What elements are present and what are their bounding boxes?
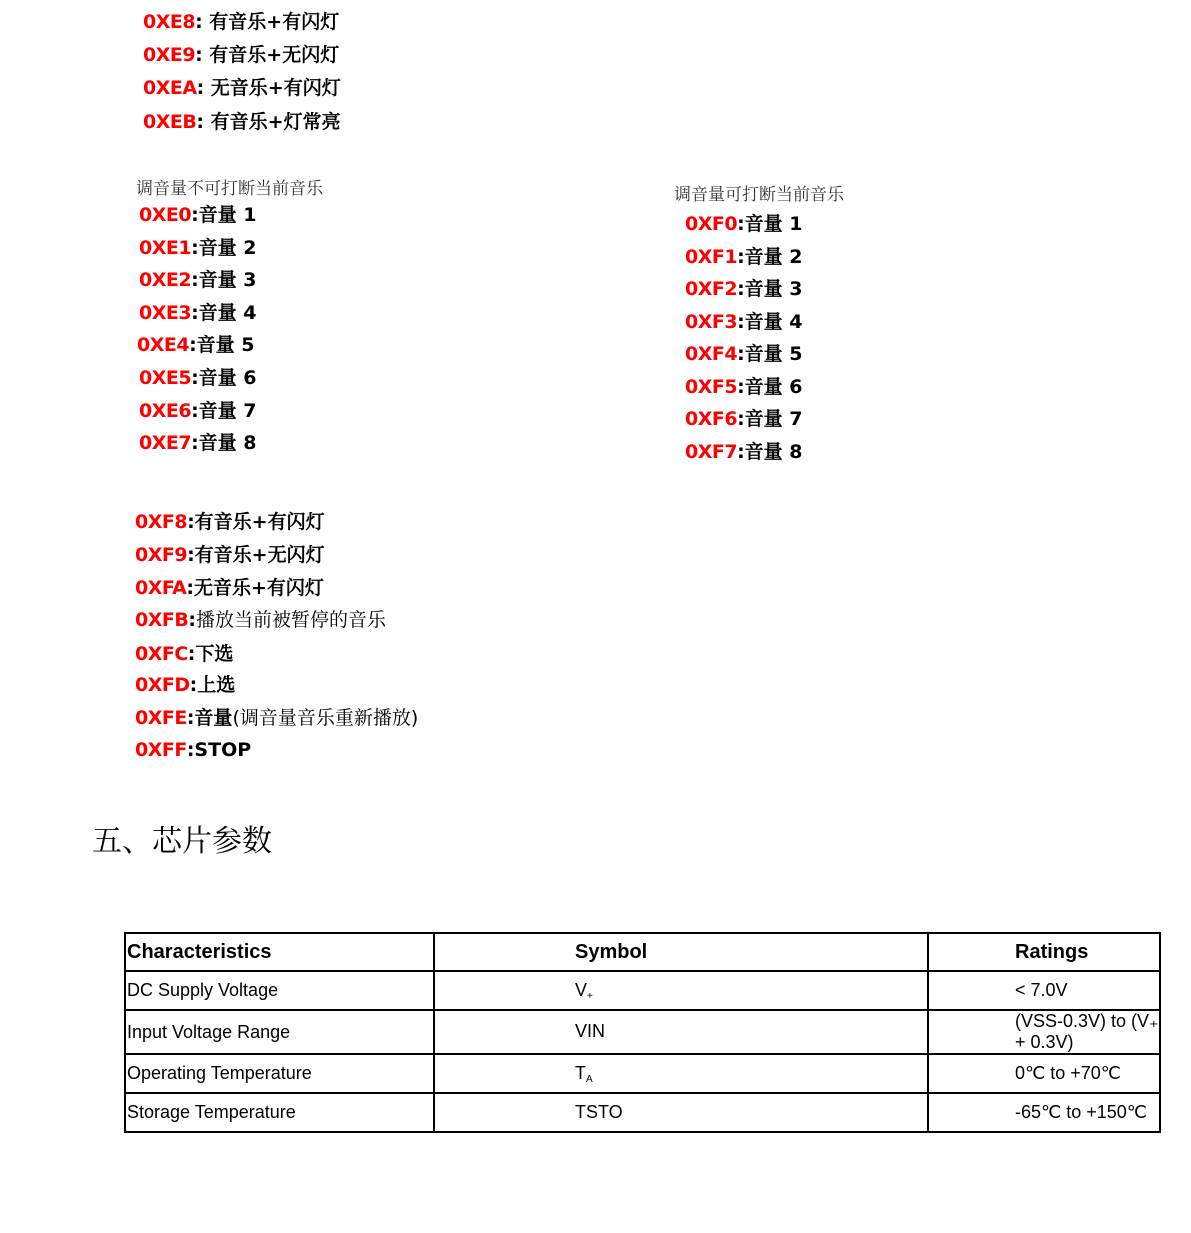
command-item bbox=[135, 510, 325, 534]
command-description: : bbox=[188, 609, 196, 631]
symbol-text: TSTO bbox=[575, 1101, 623, 1122]
command-item bbox=[135, 608, 386, 632]
command-item bbox=[135, 673, 235, 697]
rating-cell: -65℃ to +150℃ bbox=[928, 1093, 1160, 1132]
characteristic-cell: Input Voltage Range bbox=[125, 1010, 434, 1054]
symbol-subscript: + bbox=[587, 990, 593, 1002]
volume-item bbox=[685, 440, 803, 464]
rating-cell: < 7.0V bbox=[928, 971, 1160, 1010]
command-description: :音量 4 bbox=[191, 302, 257, 324]
symbol-text: V bbox=[575, 979, 588, 1000]
command-code: 0XFC bbox=[135, 643, 188, 665]
volume-item bbox=[139, 236, 257, 260]
command-separator: : bbox=[196, 111, 211, 133]
command-description: :音量 3 bbox=[191, 269, 257, 291]
command-description: :音量 7 bbox=[737, 408, 803, 430]
command-description: 有音乐+灯常亮 bbox=[210, 111, 341, 133]
symbol-cell bbox=[434, 1093, 928, 1132]
volume-item bbox=[685, 277, 803, 301]
command-code: 0XFA bbox=[135, 577, 187, 599]
command-separator: : bbox=[195, 44, 210, 66]
command-code: 0XF1 bbox=[685, 246, 738, 268]
volume-item bbox=[137, 333, 255, 357]
command-code: 0XF7 bbox=[685, 441, 738, 463]
volume-item bbox=[685, 245, 803, 269]
command-description: :音量 4 bbox=[737, 311, 803, 333]
chip-parameters-table bbox=[124, 932, 1161, 1133]
symbol-text: T bbox=[575, 1062, 586, 1083]
volume-item bbox=[685, 375, 803, 399]
table-row bbox=[125, 1054, 1160, 1093]
rating-cell: (VSS-0.3V) to (V₊ + 0.3V) bbox=[928, 1010, 1160, 1054]
symbol-text: VIN bbox=[575, 1021, 606, 1041]
command-code: 0XFD bbox=[135, 674, 190, 696]
command-description: :音量 3 bbox=[737, 278, 803, 300]
command-code: 0XF6 bbox=[685, 408, 738, 430]
volume-item bbox=[685, 342, 803, 366]
volume-item bbox=[139, 203, 257, 227]
command-code: 0XF2 bbox=[685, 278, 738, 300]
section-heading: 五、芯片参数 bbox=[92, 824, 272, 859]
command-description: :音量 5 bbox=[737, 343, 803, 365]
command-code: 0XEA bbox=[143, 77, 197, 99]
header-ratings: Ratings bbox=[928, 933, 1160, 971]
command-code: 0XE9 bbox=[143, 44, 196, 66]
table-header-row bbox=[125, 933, 1160, 971]
characteristic-cell: DC Supply Voltage bbox=[125, 971, 434, 1010]
volume-item bbox=[685, 310, 803, 334]
command-item bbox=[143, 76, 341, 100]
command-description: 无音乐+有闪灯 bbox=[210, 77, 341, 99]
table-row bbox=[125, 1010, 1160, 1054]
command-separator: : bbox=[195, 11, 210, 33]
command-description: 有音乐+有闪灯 bbox=[209, 11, 340, 33]
rating-cell: 0℃ to +70℃ bbox=[928, 1054, 1160, 1093]
characteristic-cell: Storage Temperature bbox=[125, 1093, 434, 1132]
table-row bbox=[125, 1093, 1160, 1132]
symbol-cell bbox=[434, 1054, 928, 1093]
command-description: :STOP bbox=[186, 739, 252, 761]
header-characteristics: Characteristics bbox=[125, 933, 434, 971]
command-code: 0XE0 bbox=[139, 204, 192, 226]
command-code: 0XE2 bbox=[139, 269, 192, 291]
command-code: 0XE5 bbox=[139, 367, 192, 389]
command-code: 0XF3 bbox=[685, 311, 738, 333]
symbol-subscript: A bbox=[586, 1073, 593, 1085]
volume-item bbox=[139, 431, 257, 455]
command-description: :音量 5 bbox=[189, 334, 255, 356]
table-row bbox=[125, 971, 1160, 1010]
command-suffix: (调音量音乐重新播放) bbox=[232, 707, 419, 729]
command-description: :有音乐+有闪灯 bbox=[187, 511, 325, 533]
command-item bbox=[143, 43, 339, 67]
symbol-cell bbox=[434, 971, 928, 1010]
characteristic-cell: Operating Temperature bbox=[125, 1054, 434, 1093]
command-code: 0XE8 bbox=[143, 11, 196, 33]
command-code: 0XFB bbox=[135, 609, 189, 631]
command-code: 0XF8 bbox=[135, 511, 188, 533]
volume-item bbox=[685, 407, 803, 431]
command-item bbox=[135, 642, 233, 666]
command-code: 0XF0 bbox=[685, 213, 738, 235]
command-description: :上选 bbox=[189, 674, 236, 696]
command-code: 0XE4 bbox=[137, 334, 190, 356]
command-code: 0XEB bbox=[143, 111, 197, 133]
command-item bbox=[135, 706, 418, 730]
command-description: :无音乐+有闪灯 bbox=[186, 577, 324, 599]
command-item bbox=[135, 543, 325, 567]
command-description: :音量 8 bbox=[191, 432, 257, 454]
command-suffix: 播放当前被暂停的音乐 bbox=[195, 609, 386, 631]
volume-note-right: 调音量可打断当前音乐 bbox=[674, 185, 844, 205]
volume-item bbox=[685, 212, 803, 236]
command-code: 0XE1 bbox=[139, 237, 192, 259]
volume-item bbox=[139, 399, 257, 423]
command-code: 0XF4 bbox=[685, 343, 738, 365]
command-separator: : bbox=[196, 77, 211, 99]
command-description: :音量 8 bbox=[737, 441, 803, 463]
command-description: :音量 1 bbox=[191, 204, 257, 226]
command-code: 0XE3 bbox=[139, 302, 192, 324]
command-description: :音量 6 bbox=[191, 367, 257, 389]
command-code: 0XE6 bbox=[139, 400, 192, 422]
command-description: :有音乐+无闪灯 bbox=[187, 544, 325, 566]
command-description: :下选 bbox=[187, 643, 234, 665]
command-description: :音量 7 bbox=[191, 400, 257, 422]
command-description: :音量 1 bbox=[737, 213, 803, 235]
volume-note-left: 调音量不可打断当前音乐 bbox=[136, 179, 323, 199]
symbol-cell bbox=[434, 1010, 928, 1054]
header-symbol: Symbol bbox=[434, 933, 928, 971]
command-code: 0XFE bbox=[135, 707, 187, 729]
command-item bbox=[135, 576, 324, 600]
command-code: 0XF9 bbox=[135, 544, 188, 566]
command-description: :音量 bbox=[186, 707, 233, 729]
volume-item bbox=[139, 366, 257, 390]
volume-item bbox=[139, 268, 257, 292]
command-code: 0XFF bbox=[135, 739, 187, 761]
command-description: :音量 6 bbox=[737, 376, 803, 398]
command-code: 0XE7 bbox=[139, 432, 192, 454]
command-description: 有音乐+无闪灯 bbox=[209, 44, 340, 66]
command-item bbox=[143, 110, 340, 134]
volume-item bbox=[139, 301, 257, 325]
command-item bbox=[143, 10, 339, 34]
command-description: :音量 2 bbox=[737, 246, 803, 268]
command-code: 0XF5 bbox=[685, 376, 738, 398]
command-description: :音量 2 bbox=[191, 237, 257, 259]
command-item bbox=[135, 738, 251, 762]
